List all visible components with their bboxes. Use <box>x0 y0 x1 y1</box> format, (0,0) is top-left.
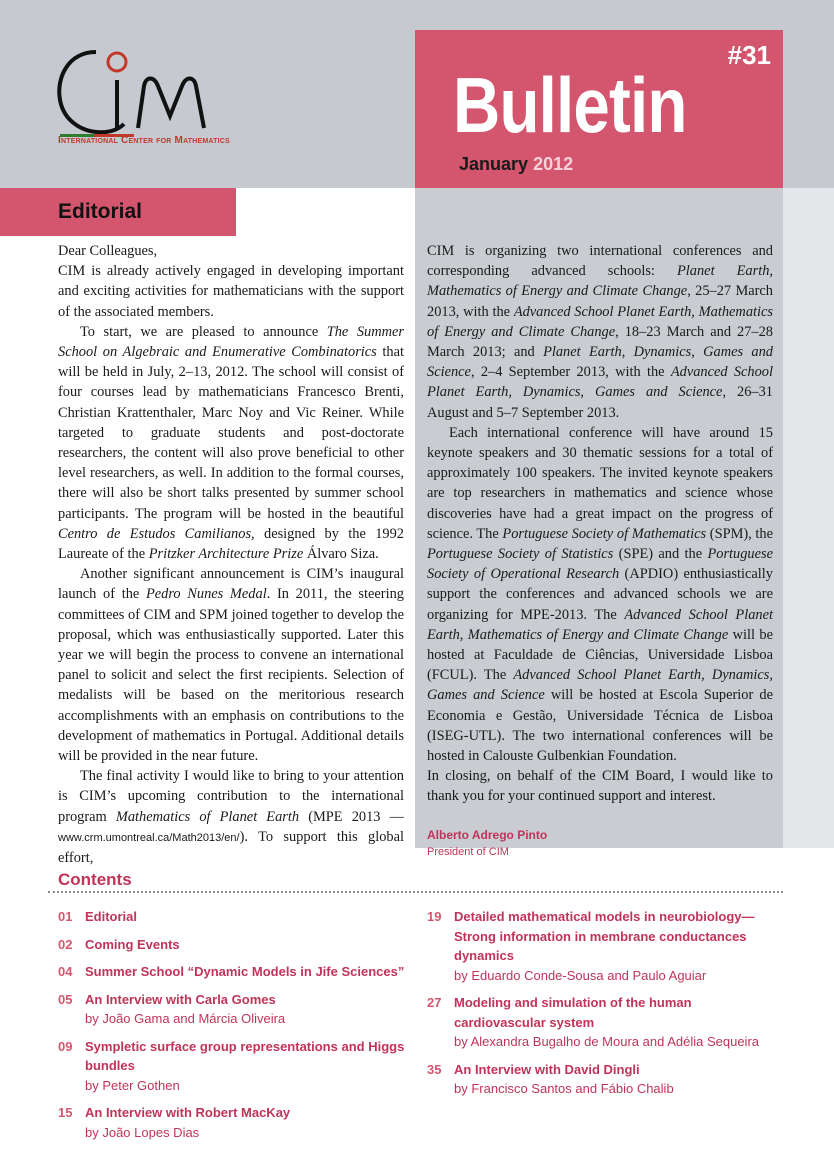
contents-title: An Interview with Carla Gomes <box>85 991 276 1007</box>
contents-entry <box>85 990 285 1029</box>
contents-item[interactable] <box>58 1103 408 1142</box>
contents-page-number: 01 <box>58 909 73 924</box>
contents-title: An Interview with David Dingli <box>454 1061 640 1077</box>
editorial-paragraph: CIM is organizing two international conferences and corresponding advanced schools: Planet Earth, Mathematics of Energy and Climate Change, 25–27 March 2013, with the Advanced School Planet Earth, Mathematics of Energy and Climate Change, 18–23 March and 27–28 March 2013; and Planet Earth, Dynamics, Games and Science, 2–4 September 2013, with the Advanced School Planet Earth, Dynamics, Games and Science, 26–31 August and 5–7 September 2013. <box>427 243 774 421</box>
editorial-paragraph: In closing, on behalf of the CIM Board, I would like to thank you for your continued support and interest. <box>427 768 773 805</box>
contents-entry <box>454 1060 674 1099</box>
editorial-left-column <box>58 241 404 868</box>
editorial-right-column <box>427 241 773 807</box>
contents-title: Detailed mathematical models in neurobiology—Strong information in membrane conductances dynamics <box>454 909 755 963</box>
contents-divider <box>48 891 783 893</box>
contents-item[interactable] <box>58 935 408 955</box>
contents-page-number: 09 <box>58 1038 73 1054</box>
contents-entry <box>85 1103 290 1142</box>
contents-authors: by Eduardo Conde-Sousa and Paulo Aguiar <box>454 967 707 983</box>
contents-page-number: 02 <box>58 936 73 952</box>
contents-item[interactable] <box>58 990 408 1029</box>
contents-title: Modeling and simulation of the human cardiovascular system <box>454 995 692 1030</box>
contents-page-number: 04 <box>58 964 73 979</box>
bulletin-header <box>415 30 783 188</box>
contents-authors: by Peter Gothen <box>85 1077 180 1093</box>
signature <box>427 828 547 858</box>
contents-heading: Contents <box>58 870 132 889</box>
issue-month: January <box>459 154 529 174</box>
editorial-paragraph: The final activity I would like to bring to your attention is CIM’s upcoming contribution to the international program Mathematics of Planet Earth (MPE 2013 — www.crm.umontreal.ca/Math2013/en/). To support this global effort, <box>58 768 404 867</box>
contents-item[interactable] <box>58 962 408 982</box>
contents-authors: by João Gama and Márcia Oliveira <box>85 1011 286 1026</box>
contents-item[interactable] <box>427 907 777 985</box>
editorial-heading: Editorial <box>58 200 143 223</box>
contents-authors: by Alexandra Bugalho de Moura and Adélia Sequeira <box>454 1034 759 1049</box>
author-name: Alberto Adrego Pinto <box>427 828 548 842</box>
contents-item[interactable] <box>58 1037 408 1096</box>
editorial-paragraph: Dear Colleagues, <box>58 243 158 259</box>
contents-title: Summer School “Dynamic Models in Jife Sciences” <box>85 964 405 979</box>
contents-page-number: 35 <box>427 1061 442 1077</box>
contents-authors: by João Lopes Dias <box>85 1124 200 1140</box>
contents-item[interactable] <box>58 907 408 927</box>
contents-item[interactable] <box>427 993 777 1052</box>
contents-page-number: 27 <box>427 995 442 1010</box>
contents-page-number: 15 <box>58 1105 73 1120</box>
contents-authors: by Francisco Santos and Fábio Chalib <box>454 1081 674 1096</box>
contents-entry <box>85 935 180 955</box>
contents-title: An Interview with Robert MacKay <box>85 1105 291 1120</box>
issue-year: 2012 <box>533 154 574 174</box>
contents-page-number: 19 <box>427 909 442 924</box>
cim-logo <box>54 38 274 150</box>
author-role: President of CIM <box>427 846 509 858</box>
contents-entry <box>85 907 137 927</box>
logo-subtitle: International Center for Mathematics <box>58 135 230 146</box>
contents-right-list <box>427 907 777 1107</box>
contents-page-number: 05 <box>58 991 73 1007</box>
margin-strip <box>783 188 834 848</box>
editorial-paragraph: Each international conference will have around 15 keynote speakers and 30 thematic sessions for a total of approximately 100 speakers. The invited keynote speakers are top researchers in mathematics and science whose discoveries have had a great impact on the progress of science. The Portuguese Society of Mathematics (SPM), the Portuguese Society of Statistics (SPE) and the Portuguese Society of Operational Research (APDIO) enthusiastically support the conferences and advanced schools we are organizing for MPE-2013. The Advanced School Planet Earth, Mathematics of Energy and Climate Change will be hosted at Faculdade de Ciências, Universidade Lisboa (FCUL). The Advanced School Planet Earth, Dynamics, Games and Science will be hosted at Escola Superior de Economia e Gestão, Universidade Técnica de Lisboa (ISEG-UTL). The two international conferences will be hosted in Calouste Gulbenkian Foundation. <box>427 424 774 765</box>
issue-date <box>459 154 573 175</box>
issue-number: #31 <box>727 40 771 70</box>
contents-entry <box>85 962 404 982</box>
editorial-paragraph: Another significant announcement is CIM’s inaugural launch of the Pedro Nunes Medal. In 2011, the steering committees of CIM and SPM joined together to develop the proposal, which was enthusiastically supported. Later this year we will begin the process to convene an international panel to solicit and select the first recipients. Selection of medalists will be based on the meritorious research accomplishments with an emphasis on contributions to the development of mathematics in Portugal. Additional details will be provided in the near future. <box>58 566 404 765</box>
contents-entry <box>85 1037 408 1096</box>
editorial-paragraph: To start, we are pleased to announce The Summer School on Algebraic and Enumerative Combinatorics that will be held in July, 2–13, 2012. The school will consist of four courses lead by mathematicians Francesco Brenti, Christian Krattenthaler, Marc Noy and Vic Reiner. While targeted to graduate students and post-doctorate researchers, the content will also prove beneficial to other level researchers, as well. In addition to the formal courses, there will also be short talks presented by summer school participants. The program will be hosted in the beautiful Centro de Estudos Camilianos, designed by the 1992 Laureate of the Pritzker Architecture Prize Álvaro Siza. <box>58 323 404 563</box>
contents-left-list <box>58 907 408 1150</box>
bulletin-title: Bulletin <box>453 61 687 149</box>
contents-entry <box>454 993 777 1052</box>
contents-title: Editorial <box>85 909 138 924</box>
contents-title: Sympletic surface group representations and Higgs bundles <box>85 1038 405 1073</box>
contents-title: Coming Events <box>85 936 180 952</box>
contents-entry <box>454 907 777 985</box>
editorial-paragraph: CIM is already actively engaged in developing important and exciting activities for mathematicians with the support of the associated members. <box>58 263 404 320</box>
contents-item[interactable] <box>427 1060 777 1099</box>
